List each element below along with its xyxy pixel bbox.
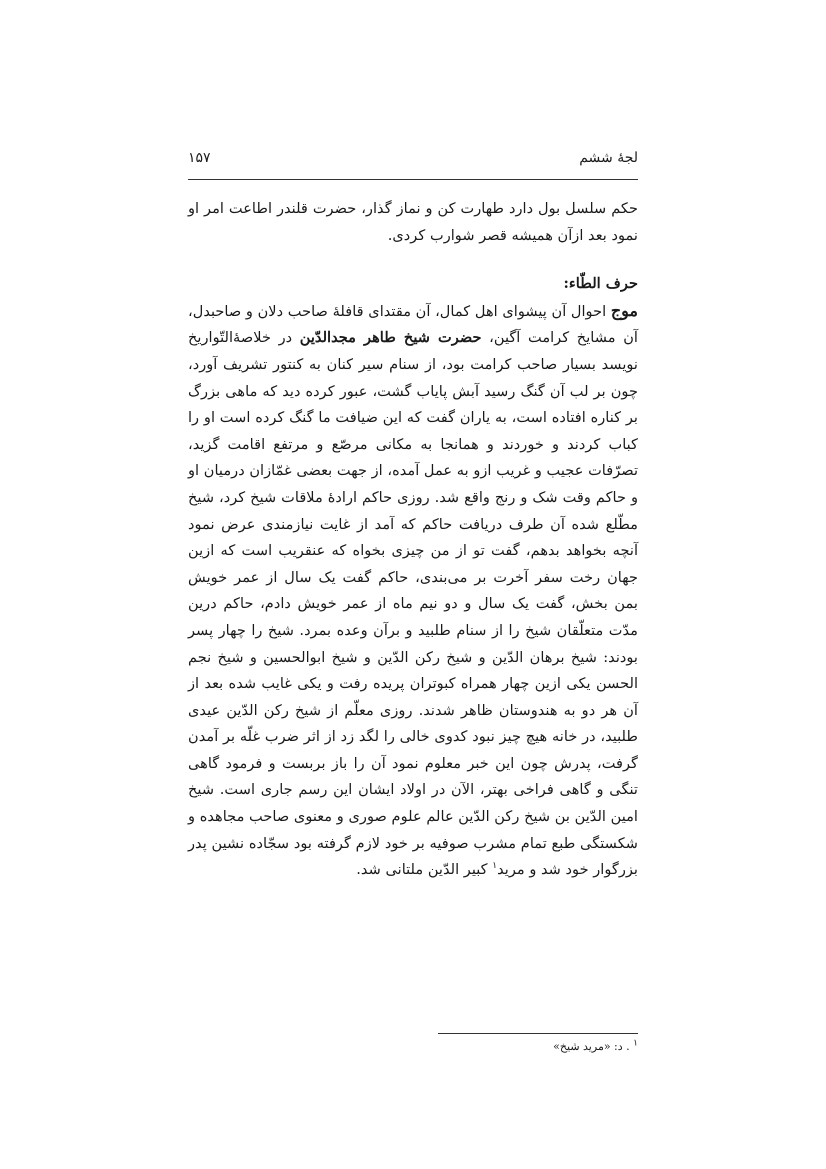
body-text	[188, 196, 638, 884]
paragraph-2-text-c: کبیر الدّین ملتانی شد.	[356, 861, 493, 879]
page-number: ۱۵۷	[188, 150, 211, 166]
running-header	[188, 148, 638, 170]
chapter-title: لجۀ ششم	[579, 150, 638, 166]
footnote-rule	[438, 1033, 638, 1034]
footnote-reference[interactable]: ۱	[492, 861, 498, 872]
header-rule	[188, 179, 638, 180]
footnote-area	[188, 1033, 638, 1055]
paragraph-2	[188, 298, 638, 884]
footnote-text: . د: «مرید شیخ»	[553, 1040, 634, 1053]
saint-name: حضرت شیخ طاهر مجدالدّین	[299, 329, 482, 347]
book-page	[188, 148, 638, 1053]
paragraph-2-text-a: احوال آن پیشوای اهل کمال، آن مقتدای قافلۀ صاحب دلان و صاحبدل، آن مشایخ کرامت آگین،	[188, 302, 638, 347]
section-heading: حرف الطّاء:	[563, 275, 638, 293]
lead-word: موج	[610, 300, 638, 320]
paragraph-2-text-b: در خلاصۀالتّواریخ نویسد بسیار صاحب کرامت بود، از سنام سیر کنان به کنتور تشریف آورد، چون بر لب آن گنگ رسید آبش پایاب گشت، عبور کرده دید که ماهی بزرگ بر کناره افتاده است، به یاران گفت که این ضیافت ما گنگ کرده است او را کباب کردند و خوردند و همانجا به مکانی مرصّع و مرتفع اقامت گزید، تصرّفات عجیب و غریب ازو به عمل آمده، از جهت بعضی غمّازان درمیان او و حاکم وقت شک و رنج واقع شد. روزی حاکم ارادۀ ملاقات شیخ کرد، شیخ مطّلع شده آن طرف دریافت حاکم که آمد از غایت نیازمندی عرض نمود آنچه بخواهد بدهم، گفت تو از من چیزی بخواه که عنقریب است که ازین جهان رخت سفر آخرت بر می‌بندی، حاکم گفت یک سال از عمر خویش بمن بخش، گفت یک سال و دو نیم ماه از عمر خویش دادم، حاکم درین مدّت متعلّقان شیخ را از سنام طلبید و برآن وعده بمرد. شیخ را چهار پسر بودند: شیخ برهان الدّین و شیخ رکن الدّین و شیخ ابوالحسین و شیخ نجم الحسن یکی ازین چهار همراه کبوتران پریده رفت و یکی غایب شده بعد از آن هر دو به هندوستان ظاهر شدند. روزی معلّم از شیخ رکن الدّین عیدی طلبید، در خانه هیچ چیز نبود کدوی خالی را لگد زد از اثر ضرب غلّه بر آمدن گرفت، پدرش چون این خبر معلوم نمود آن را باز بربست و فرمود گاهی تنگی و گاهی فراخی بهتر، الآن در اولاد ایشان این رسم جاری است. شیخ امین الدّین بن شیخ رکن الدّین عالم علوم صوری و معنوی صاحب مجاهده و شکستگی طبع تمام مشرب صوفیه بر خود لازم گرفته بود سجّاده نشین پدر بزرگوار خود شد و مرید	[188, 329, 638, 879]
paragraph-1: حکم سلسل بول دارد طهارت کن و نماز گذار، حضرت قلندر اطاعت امر او نمود بعد ازآن همیشه قصر شوارب کردی.	[188, 200, 638, 244]
footnote	[188, 1039, 638, 1055]
footnote-mark: ۱	[633, 1038, 638, 1049]
